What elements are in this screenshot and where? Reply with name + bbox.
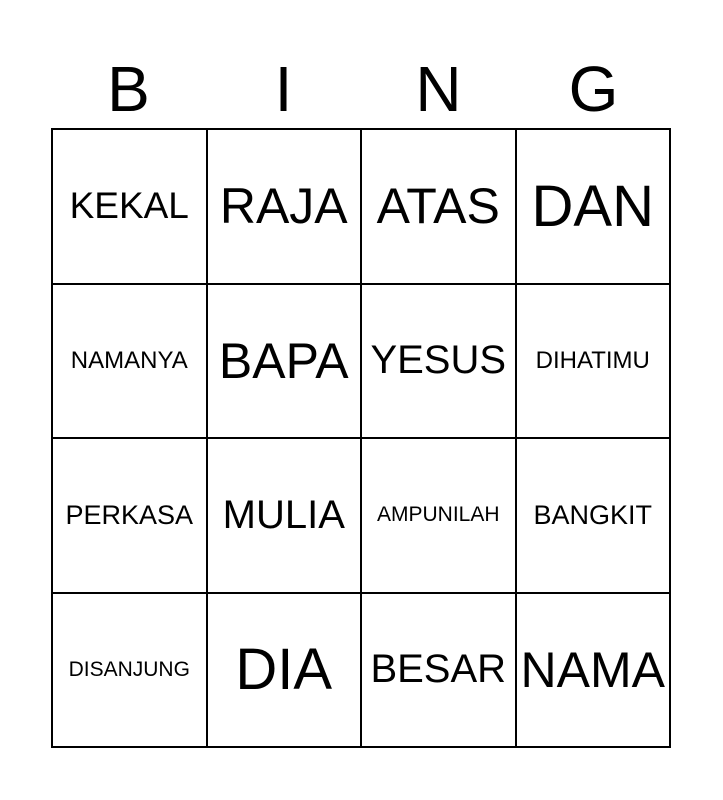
header-letter-g: G	[568, 53, 619, 125]
bingo-cell-r1c1[interactable]: KEKAL	[53, 130, 208, 285]
bingo-cell-r3c2[interactable]: MULIA	[208, 439, 363, 594]
bingo-cell-r4c4[interactable]: NAMA	[517, 594, 672, 749]
bingo-cell-r1c4[interactable]: DAN	[517, 130, 672, 285]
header-letter-n: N	[415, 53, 462, 125]
bingo-cell-r2c3[interactable]: YESUS	[362, 285, 517, 440]
bingo-cell-r3c3[interactable]: AMPUNILAH	[362, 439, 517, 594]
bingo-header	[51, 50, 671, 128]
bingo-cell-r1c3[interactable]: ATAS	[362, 130, 517, 285]
bingo-cell-r4c2[interactable]: DIA	[208, 594, 363, 749]
header-letter-b: B	[107, 53, 150, 125]
bingo-board	[51, 128, 671, 748]
bingo-cell-r3c4[interactable]: BANGKIT	[517, 439, 672, 594]
header-letter-i: I	[274, 53, 293, 125]
bingo-cell-r2c1[interactable]: NAMANYA	[53, 285, 208, 440]
bingo-cell-r1c2[interactable]: RAJA	[208, 130, 363, 285]
bingo-cell-r4c1[interactable]: DISANJUNG	[53, 594, 208, 749]
bingo-cell-r3c1[interactable]: PERKASA	[53, 439, 208, 594]
bingo-cell-r2c4[interactable]: DIHATIMU	[517, 285, 672, 440]
bingo-cell-r2c2[interactable]: BAPA	[208, 285, 363, 440]
bingo-cell-r4c3[interactable]: BESAR	[362, 594, 517, 749]
